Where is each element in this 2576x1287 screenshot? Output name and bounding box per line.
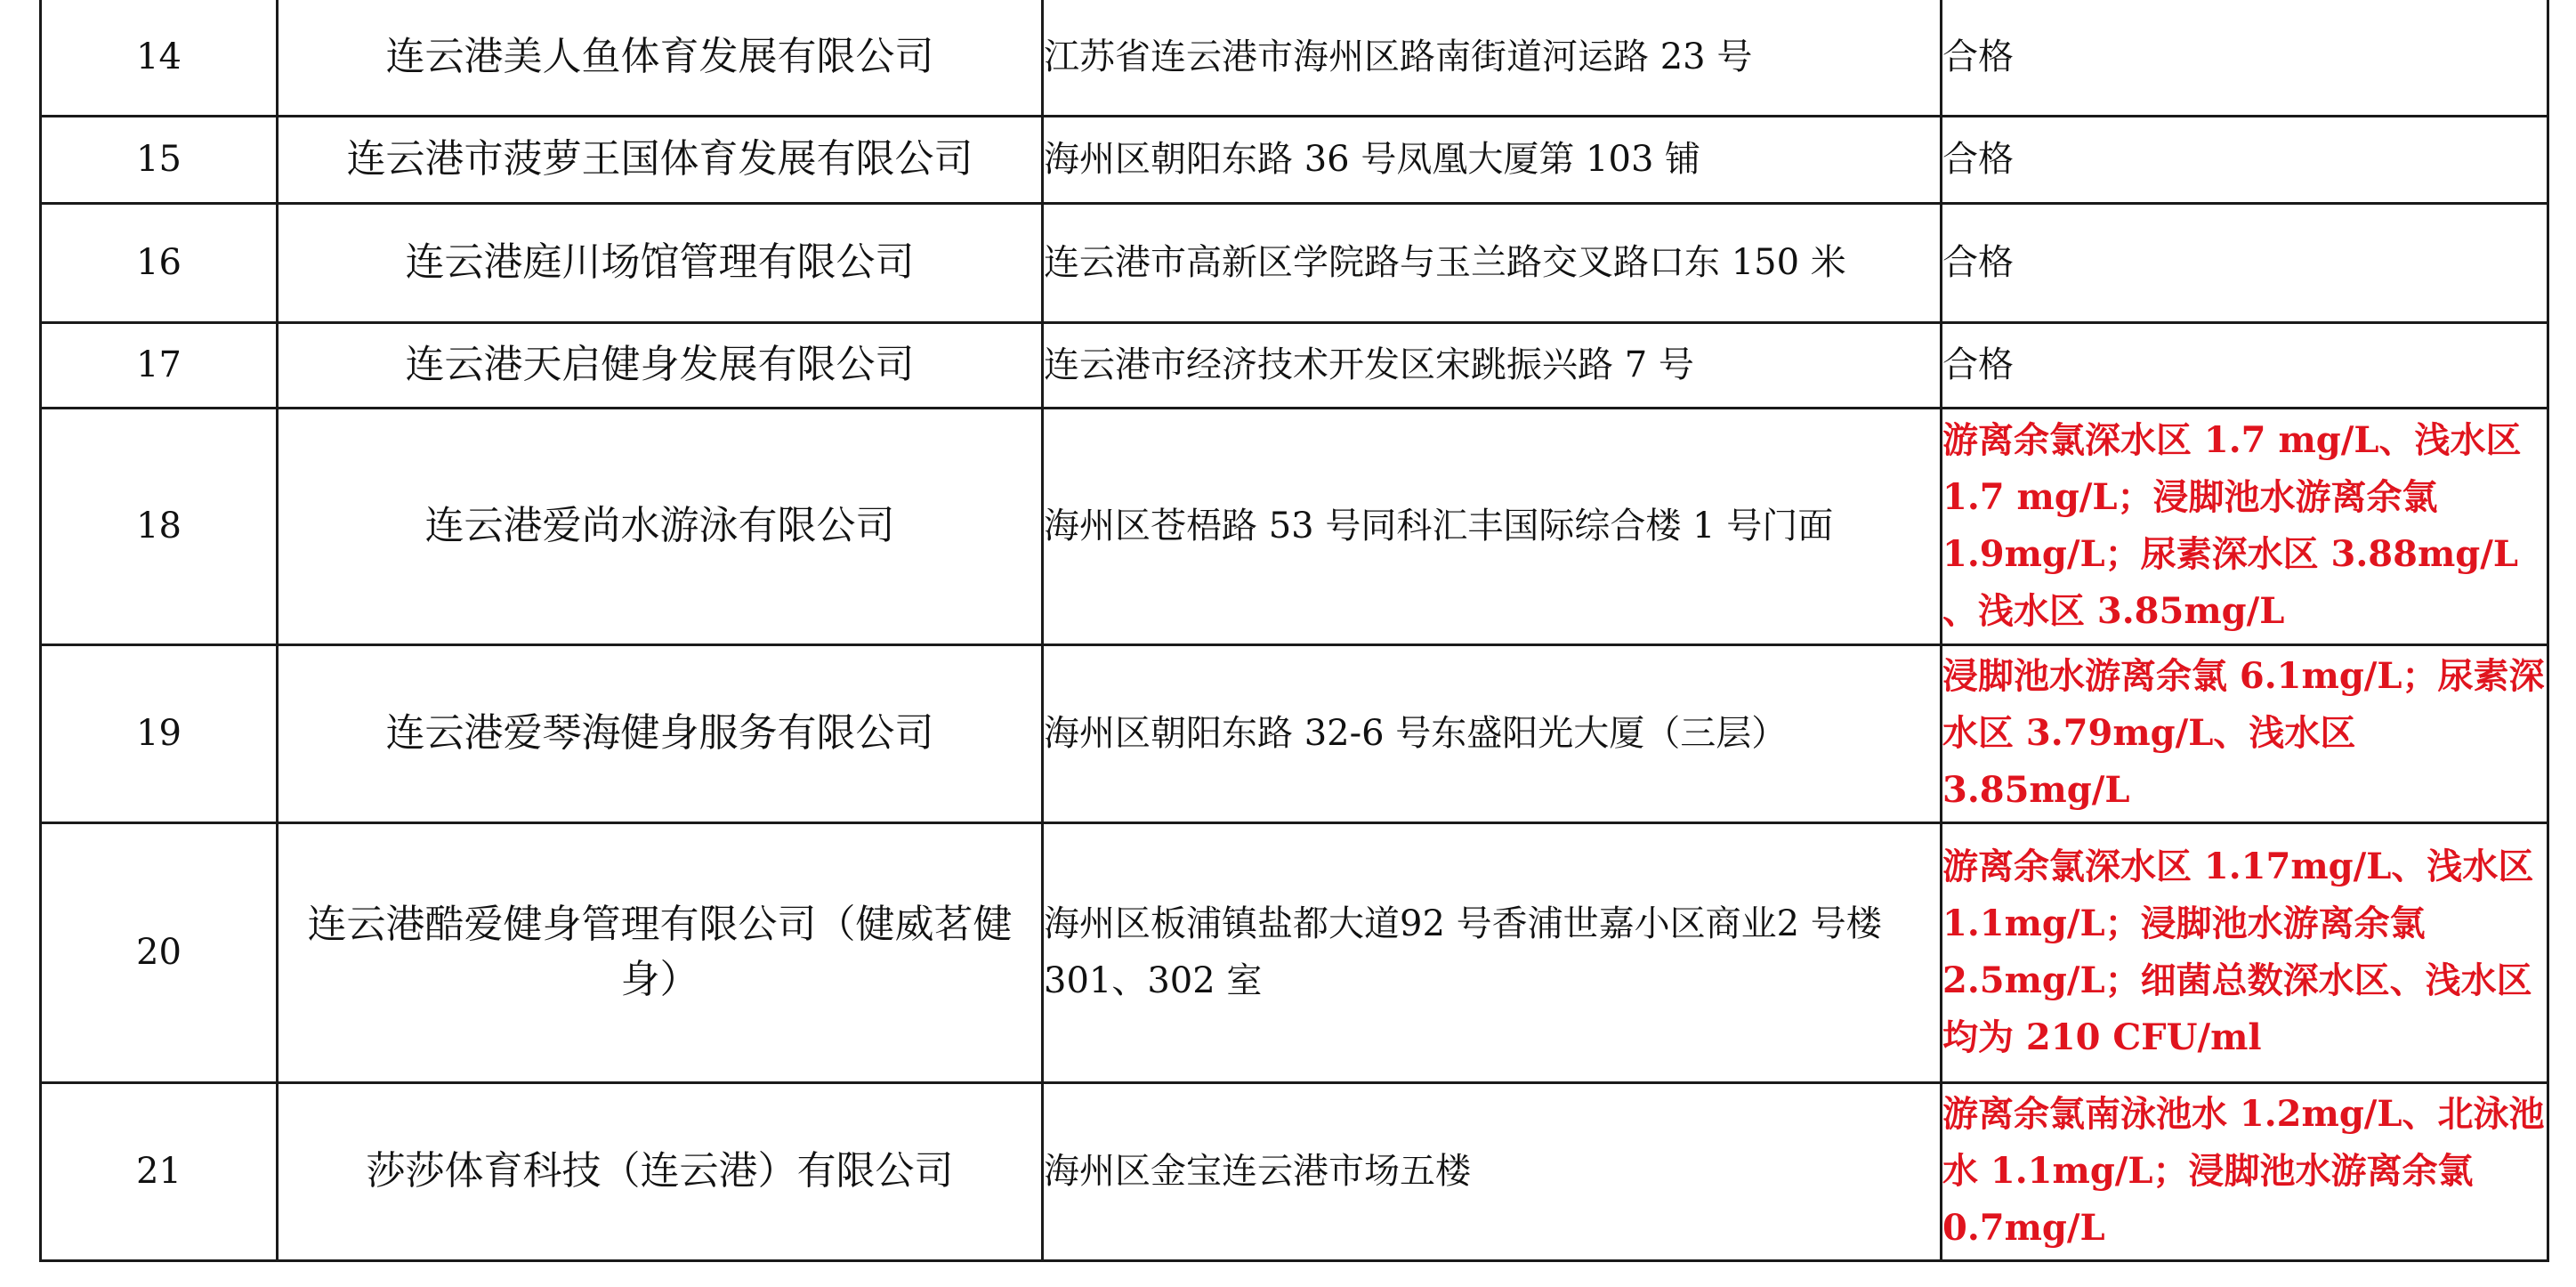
company-address: 海州区金宝连云港市场五楼 [1043,1082,1942,1260]
company-address: 海州区苍梧路 53 号同科汇丰国际综合楼 1 号门面 [1043,408,1942,644]
company-name: 连云港天启健身发展有限公司 [278,322,1043,408]
table-row [41,1082,2548,1260]
inspection-result: 合格 [1942,322,2548,408]
row-number: 15 [41,116,278,203]
table-row [41,0,2548,116]
company-address: 海州区板浦镇盐都大道92 号香浦世嘉小区商业2 号楼 301、302 室 [1043,822,1942,1082]
company-address: 海州区朝阳东路 32-6 号东盛阳光大厦（三层） [1043,644,1942,822]
company-name: 莎莎体育科技（连云港）有限公司 [278,1082,1043,1260]
row-number: 19 [41,644,278,822]
row-number: 18 [41,408,278,644]
table-row [41,116,2548,203]
company-address: 江苏省连云港市海州区路南街道河运路 23 号 [1043,0,1942,116]
table-row [41,644,2548,822]
table-row [41,203,2548,322]
row-number: 17 [41,322,278,408]
company-address: 连云港市经济技术开发区宋跳振兴路 7 号 [1043,322,1942,408]
inspection-results-table [39,0,2549,1262]
company-address: 海州区朝阳东路 36 号凤凰大厦第 103 铺 [1043,116,1942,203]
company-name: 连云港爱琴海健身服务有限公司 [278,644,1043,822]
inspection-result: 游离余氯深水区 1.7 mg/L、浅水区 1.7 mg/L；浸脚池水游离余氯 1.9mg/L；尿素深水区 3.88mg/L 、浅水区 3.85mg/L [1942,408,2548,644]
inspection-result: 合格 [1942,203,2548,322]
company-name: 连云港庭川场馆管理有限公司 [278,203,1043,322]
inspection-result: 游离余氯深水区 1.17mg/L、浅水区 1.1mg/L；浸脚池水游离余氯 2.5mg/L；细菌总数深水区、浅水区均为 210 CFU/ml [1942,822,2548,1082]
inspection-result: 合格 [1942,0,2548,116]
company-address: 连云港市高新区学院路与玉兰路交叉路口东 150 米 [1043,203,1942,322]
table-row [41,822,2548,1082]
company-name: 连云港美人鱼体育发展有限公司 [278,0,1043,116]
inspection-result: 浸脚池水游离余氯 6.1mg/L；尿素深水区 3.79mg/L、浅水区 3.85mg/L [1942,644,2548,822]
inspection-result: 游离余氯南泳池水 1.2mg/L、北泳池水 1.1mg/L；浸脚池水游离余氯 0.7mg/L [1942,1082,2548,1260]
row-number: 21 [41,1082,278,1260]
company-name: 连云港酷爱健身管理有限公司（健威茗健身） [278,822,1043,1082]
table-row [41,408,2548,644]
row-number: 14 [41,0,278,116]
row-number: 20 [41,822,278,1082]
company-name: 连云港市菠萝王国体育发展有限公司 [278,116,1043,203]
inspection-result: 合格 [1942,116,2548,203]
company-name: 连云港爱尚水游泳有限公司 [278,408,1043,644]
row-number: 16 [41,203,278,322]
table-row [41,322,2548,408]
